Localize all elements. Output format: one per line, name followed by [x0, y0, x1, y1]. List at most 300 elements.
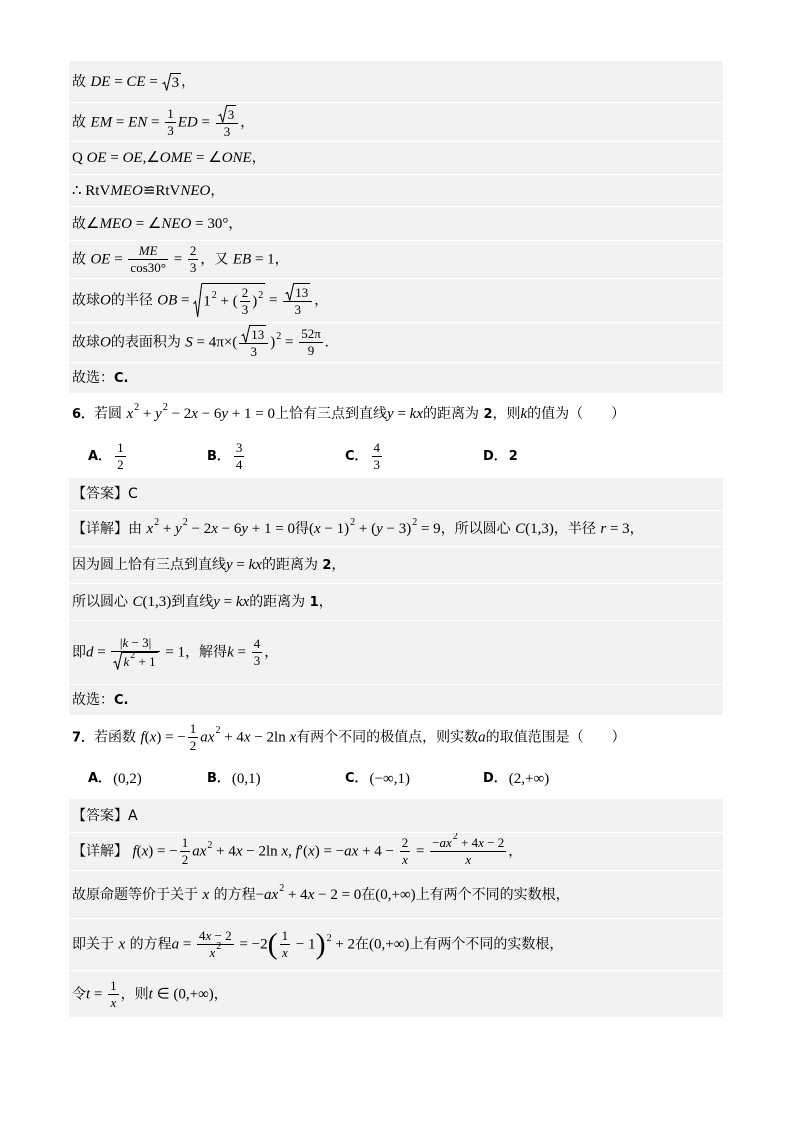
fraction-numerator: [216, 105, 239, 124]
radical-content: [171, 73, 182, 91]
fraction-numerator: [252, 636, 263, 653]
text-run: 因为圆上恰有三点到直线: [72, 556, 226, 573]
text-run: 有两个不同的极值点，则实数: [296, 729, 479, 745]
text-run: 故: [72, 73, 91, 90]
line-content: [72, 882, 570, 905]
fraction-denominator: [283, 302, 312, 318]
text-run: 的方程: [209, 886, 256, 903]
math-text: =: [393, 405, 410, 422]
text-run: 上有两个不同的实数根，: [415, 886, 570, 903]
math-text: =: [233, 644, 250, 661]
bold-text: 6．: [72, 406, 95, 422]
math-variable: x: [146, 520, 154, 537]
math-variable: x: [235, 843, 243, 860]
fraction: [108, 978, 119, 1011]
bold-text: 2: [322, 557, 332, 573]
text-line: [69, 583, 723, 620]
superscript: 2: [412, 516, 418, 528]
math-variable: t: [148, 986, 153, 1002]
text-run: 【详解】由: [72, 520, 147, 537]
math-text: 3: [167, 122, 174, 138]
math-text: + 1 = 0: [248, 520, 295, 537]
math-variable: k: [122, 635, 129, 650]
text-run: 故选：: [72, 369, 114, 386]
text-run: ，: [314, 292, 329, 309]
math-text: = 1: [161, 644, 186, 661]
math-text: =: [106, 150, 123, 166]
math-text: .: [324, 334, 329, 351]
math-variable: O: [100, 334, 111, 351]
fraction-denominator: [252, 653, 263, 669]
fraction-numerator: [234, 440, 245, 457]
fraction-denominator: [234, 457, 245, 473]
solution-block: [69, 61, 723, 393]
math-variable: y: [221, 405, 229, 422]
option-label: A．: [88, 771, 112, 786]
text-run: ，: [240, 114, 255, 130]
text-run: 【答案】A: [72, 807, 138, 824]
math-text: cos30°: [130, 260, 166, 275]
text-run: 到直线: [171, 593, 214, 610]
math-text: =: [169, 251, 186, 268]
fraction: [283, 283, 312, 318]
fraction-numerator: [240, 285, 251, 302]
math-text: =: [177, 292, 194, 309]
math-text: (0,+∞): [369, 936, 410, 953]
superscript: 2: [326, 932, 332, 944]
text-run: 即: [72, 644, 86, 661]
text-run: ，又: [200, 251, 233, 268]
text-run: 故: [72, 114, 91, 130]
text-run: ，则: [120, 986, 149, 1002]
option-a: [88, 769, 207, 789]
fraction-denominator: [239, 344, 268, 360]
math-variable: x: [211, 520, 218, 537]
math-text: 3: [189, 260, 197, 275]
solution-block: [69, 799, 723, 1017]
math-variable: DE: [90, 73, 111, 90]
line-content: [72, 484, 138, 504]
text-run: ，解得: [185, 644, 228, 661]
math-text: − 2: [167, 405, 192, 422]
math-text: 52π: [301, 326, 321, 341]
fraction-denominator: [115, 457, 126, 473]
math-text: 3: [250, 344, 258, 359]
superscript: 2: [162, 401, 168, 413]
text-run: ，: [274, 251, 289, 268]
math-text: 2: [401, 835, 409, 850]
math-text: 4: [253, 636, 261, 651]
text-run: 上恰有三点到直线: [275, 405, 388, 422]
radical: [193, 283, 265, 318]
fraction: [239, 325, 268, 360]
math-text: 1: [189, 720, 197, 736]
math-text: 3: [294, 302, 301, 317]
math-text: 1: [110, 977, 117, 993]
text-line: [69, 393, 723, 435]
fraction: [430, 832, 506, 868]
math-variable: EB: [232, 251, 252, 268]
radical-sign-icon: [218, 105, 227, 123]
math-variable: x: [402, 852, 408, 867]
math-text: − 1: [292, 936, 316, 953]
math-text: − 1): [320, 520, 350, 537]
math-text: (0,2): [113, 771, 142, 787]
math-text: =: [197, 114, 214, 130]
radical-content: [294, 283, 310, 301]
math-variable: kx: [248, 556, 262, 573]
math-variable: kx: [409, 405, 423, 422]
math-variable: x: [308, 843, 315, 860]
text-run: ，半径: [553, 520, 601, 537]
math-text: =: [90, 986, 107, 1002]
math-text: Q: [72, 150, 87, 166]
fraction: [128, 243, 168, 276]
math-text: 1: [203, 293, 211, 310]
radical: [285, 283, 310, 301]
text-run: 【详解】: [72, 843, 133, 860]
math-variable: OE: [90, 251, 111, 268]
text-line: [69, 141, 723, 174]
math-variable: OE: [86, 150, 107, 166]
math-variable: a: [478, 729, 486, 745]
math-variable: x: [313, 520, 321, 537]
math-text: = ∠: [131, 215, 162, 232]
option-a: [88, 440, 207, 473]
math-variable: MEO: [99, 215, 132, 232]
text-run: 【答案】C: [72, 486, 138, 502]
option-label: C．: [345, 448, 368, 464]
radical-content: [227, 105, 237, 123]
math-variable: C: [515, 520, 526, 537]
text-line: [69, 240, 723, 278]
math-text: =: [265, 292, 282, 309]
big-paren: (: [267, 927, 278, 961]
options-row: [69, 759, 723, 799]
fraction: [197, 928, 234, 961]
math-text: =: [110, 73, 127, 90]
math-variable: ax: [192, 843, 207, 860]
math-variable: EN: [128, 114, 148, 130]
math-variable: NEO: [180, 182, 211, 199]
math-text: 1: [181, 835, 189, 850]
math-text: ): [270, 334, 276, 351]
text-line: [69, 61, 723, 102]
text-run: ，所以圆心: [440, 520, 516, 537]
text-run: 故: [72, 251, 91, 268]
math-text: + (: [355, 520, 377, 537]
math-text: − 2: [483, 835, 505, 850]
fraction-numerator: [188, 721, 199, 738]
fraction-numerator: [283, 283, 312, 302]
math-variable: MEO: [110, 182, 143, 199]
math-variable: S: [185, 334, 193, 351]
math-text: 2: [181, 852, 189, 867]
math-text: 2: [117, 457, 124, 472]
math-text: ) = −: [156, 729, 186, 745]
big-paren: ): [315, 927, 326, 961]
text-run: ，: [264, 644, 279, 661]
radical-sign-icon: [162, 73, 171, 91]
math-text: =: [232, 556, 249, 573]
text-line: [69, 322, 723, 362]
math-variable: x: [202, 886, 210, 903]
math-text: − 6: [217, 520, 242, 537]
math-text: 2: [189, 737, 197, 753]
math-text: =: [219, 593, 236, 610]
line-content: [72, 283, 328, 318]
math-text: = 9: [417, 520, 441, 537]
math-text: =: [281, 334, 298, 351]
math-text: − 2ln: [250, 729, 290, 745]
math-variable: O: [100, 292, 111, 309]
option-value: [509, 769, 549, 789]
option-b: [207, 440, 345, 473]
option-value: [232, 440, 247, 473]
math-text: −: [255, 886, 265, 903]
math-text: + 1 = 0: [228, 405, 276, 422]
math-variable: f: [295, 843, 300, 860]
fraction: [115, 440, 126, 473]
math-text: − 2ln: [242, 843, 282, 860]
superscript: 2: [211, 289, 217, 301]
math-variable: x: [191, 405, 198, 422]
superscript: 2: [134, 401, 140, 413]
text-line: [69, 278, 723, 322]
text-run: 令: [72, 986, 86, 1002]
text-line: [69, 546, 723, 583]
fraction: [165, 106, 176, 139]
math-variable: x: [126, 405, 134, 422]
text-run: 上有两个不同的实数根，: [409, 936, 564, 953]
math-text: + 2: [331, 936, 356, 953]
math-text: 3: [227, 106, 235, 122]
math-variable: x: [281, 945, 288, 960]
option-d: [483, 769, 549, 789]
math-variable: x: [281, 843, 289, 860]
math-variable: y: [155, 405, 162, 422]
math-text: =: [145, 73, 162, 90]
fraction-denominator: [165, 123, 176, 139]
fraction-denominator: [216, 124, 239, 140]
text-line: [69, 206, 723, 240]
bold-text: 2: [483, 406, 493, 422]
superscript: 2: [130, 650, 136, 661]
math-variable: ED: [177, 114, 198, 130]
math-variable: x: [141, 843, 149, 860]
text-run: 即关于: [72, 936, 119, 953]
fraction: [188, 721, 199, 754]
superscript: 2: [216, 941, 222, 952]
fraction-numerator: [280, 928, 291, 945]
radical-content: [202, 283, 265, 318]
radical-sign-icon: [113, 652, 122, 670]
option-c: [345, 769, 483, 789]
text-run: 的距离为: [249, 593, 310, 610]
math-text: +: [159, 520, 176, 537]
text-run: ，: [251, 150, 266, 166]
math-text: = 4π×(: [192, 334, 238, 351]
math-text: − 3): [382, 520, 412, 537]
line-content: [72, 181, 224, 201]
math-text: − 6: [197, 405, 222, 422]
text-run: 所以圆心: [72, 593, 133, 610]
option-label: D．: [483, 771, 507, 786]
fraction-numerator: [400, 835, 411, 852]
option-label: B．: [207, 771, 230, 786]
text-line: [69, 970, 723, 1017]
math-text: + 4: [457, 835, 479, 850]
line-content: [72, 105, 254, 140]
text-run: ，: [629, 520, 644, 537]
bold-text: 7．: [72, 730, 95, 745]
math-text: ∠: [86, 215, 100, 232]
question-block: [69, 393, 723, 478]
fraction-numerator: [128, 243, 168, 260]
math-variable: k: [520, 405, 528, 422]
text-run: 在: [361, 886, 376, 903]
bold-text: C.: [114, 692, 129, 708]
math-text: (2,+∞): [508, 771, 550, 787]
line-content: [72, 690, 128, 711]
fraction-denominator: [108, 995, 119, 1011]
bold-text: 2: [508, 449, 518, 464]
fraction-denominator: [240, 302, 251, 318]
bold-text: C.: [114, 370, 129, 386]
math-variable: y: [376, 520, 383, 537]
text-line: [69, 684, 723, 715]
math-variable: OB: [157, 292, 178, 309]
text-line: [69, 620, 723, 684]
line-content: [72, 555, 345, 576]
math-text: =: [93, 644, 110, 661]
math-variable: EM: [90, 114, 113, 130]
superscript: 2: [276, 330, 282, 342]
fraction-numerator: [108, 978, 119, 995]
math-variable: ax: [344, 843, 359, 860]
text-run: ，: [228, 215, 243, 232]
option-value: [232, 769, 261, 789]
document-page: [69, 61, 723, 1017]
math-text: = 3: [606, 520, 630, 537]
text-run: 的值为（ ）: [527, 405, 626, 422]
math-variable: ONE: [221, 150, 252, 166]
math-text: =: [179, 936, 196, 953]
fraction-numerator: [115, 440, 126, 457]
text-run: 故球: [72, 292, 100, 309]
math-variable: x: [149, 729, 157, 745]
math-text: 9: [307, 343, 315, 358]
line-content: [72, 243, 289, 276]
radical-sign-icon: [193, 283, 202, 318]
math-variable: NEO: [161, 215, 192, 232]
text-line: [69, 174, 723, 206]
math-variable: y: [175, 520, 182, 537]
text-run: 若圆: [94, 405, 127, 422]
math-variable: y: [213, 593, 220, 610]
fraction-denominator: [197, 941, 234, 961]
superscript: 2: [452, 832, 458, 842]
math-variable: y: [241, 520, 249, 537]
fraction-numerator: [299, 326, 323, 343]
math-text: ∈ (0,+∞): [152, 986, 214, 1002]
option-label: C．: [345, 771, 368, 786]
math-text: (: [136, 843, 142, 860]
math-text: ,: [288, 843, 296, 860]
line-content: [72, 635, 278, 670]
superscript: 2: [350, 516, 356, 528]
options-list: [88, 440, 518, 473]
math-text: 3: [171, 74, 180, 91]
math-variable: t: [86, 986, 91, 1002]
fraction-denominator: [400, 852, 411, 868]
line-content: [72, 368, 128, 389]
text-run: 故原命题等价于关于: [72, 886, 203, 903]
math-text: 3: [253, 653, 261, 668]
math-text: − 2: [211, 928, 232, 943]
line-content: [72, 72, 195, 92]
math-text: (: [308, 520, 314, 537]
fraction-numerator: [165, 106, 176, 123]
text-line: [69, 870, 723, 918]
math-text: = 30°: [191, 215, 229, 232]
radical-sign-icon: [285, 283, 294, 301]
math-text: −: [432, 835, 440, 850]
option-label: B．: [207, 448, 230, 464]
radical: [241, 325, 266, 343]
fraction-numerator: [372, 440, 383, 457]
text-run: 的半径: [110, 292, 158, 309]
text-line: [69, 478, 723, 510]
text-run: 故球: [72, 334, 100, 351]
math-text: + 4 −: [358, 843, 398, 860]
math-text: − 2 = 0: [314, 886, 362, 903]
math-text: =: [147, 114, 164, 130]
math-text: ) = −: [148, 843, 178, 860]
fraction-denominator: [280, 945, 291, 961]
math-text: (−∞,1): [369, 771, 410, 787]
math-variable: x: [209, 945, 216, 960]
math-text: =: [112, 114, 129, 130]
math-variable: ax: [200, 729, 215, 745]
math-text: ): [252, 293, 258, 310]
math-text: ′(: [299, 843, 309, 860]
text-run: ，: [181, 73, 196, 90]
math-variable: kx: [235, 593, 250, 610]
math-variable: f: [140, 729, 145, 745]
math-variable: f: [132, 843, 137, 860]
text-line: [69, 362, 723, 393]
option-value: [113, 440, 128, 473]
text-run: 的距离为: [422, 405, 484, 422]
fraction: [234, 440, 245, 473]
text-run: ，: [331, 556, 346, 573]
fraction: [299, 326, 323, 359]
superscript: 2: [258, 289, 264, 301]
text-run: 故: [72, 215, 86, 232]
text-line: [69, 510, 723, 546]
solution-block: [69, 478, 723, 715]
math-text: ,∠: [142, 150, 160, 166]
radical-content: [122, 652, 157, 670]
math-text: = 1: [251, 251, 275, 268]
text-line: [69, 102, 723, 141]
math-text: = −2: [235, 936, 268, 953]
math-text: − 3|: [128, 635, 152, 650]
math-text: = ∠: [192, 150, 222, 166]
fraction-numerator: [239, 325, 268, 344]
math-text: +: [139, 405, 156, 422]
